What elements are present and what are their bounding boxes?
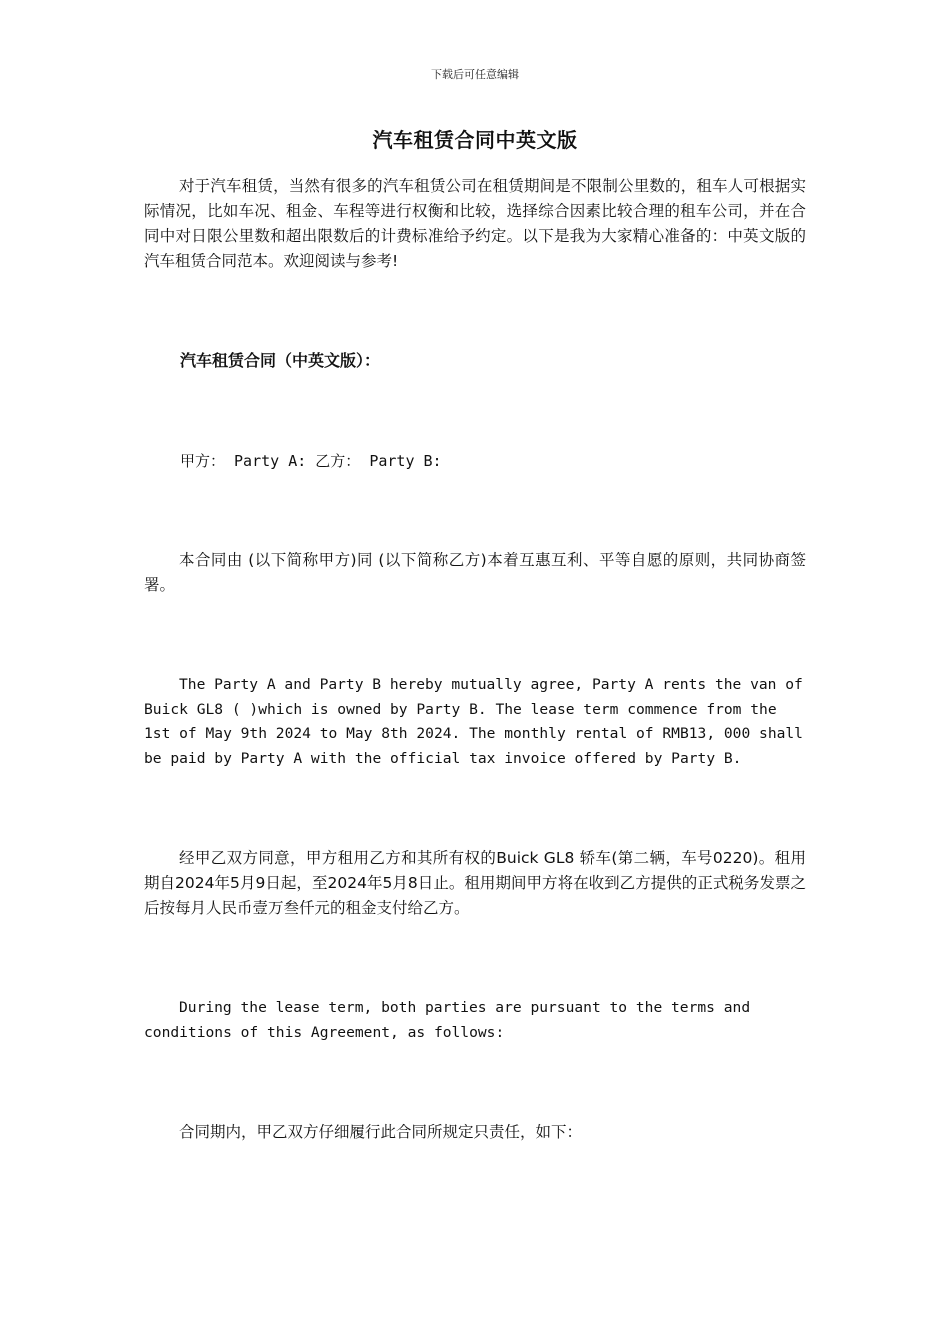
header-note: 下载后可任意编辑 xyxy=(431,68,519,81)
clause-en-1: The Party A and Party B hereby mutually agree, Party A rents the van of Buick GL8 ( )which is owned by Party B. The lease term commence from the 1st of May 9th 2024 to May 8th 2024. The monthly rental of RMB13, 000 shall be paid by Party A with the official tax invoice offered by Party B. xyxy=(144,676,803,767)
clause-cn-3: 合同期内，甲乙双方仔细履行此合同所规定只责任，如下： xyxy=(179,1123,583,1141)
contract-heading: 汽车租赁合同（中英文版）： xyxy=(180,351,381,370)
clause-en-2: During the lease term, both parties are pursuant to the terms and conditions of this Agreement, as follows: xyxy=(144,999,751,1041)
clause-cn-2: 经甲乙双方同意，甲方租用乙方和其所有权的Buick GL8 轿车(第二辆，车号0220)。租用期自2024年5月9日起，至2024年5月8日止。租用期间甲方将在收到乙方提供的正式税务发票之后按每月人民币壹万叁仟元的租金支付给乙方。 xyxy=(144,849,806,917)
clause-cn-1: 本合同由 (以下简称甲方)同 (以下简称乙方)本着互惠互利、平等自愿的原则，共同协商签署。 xyxy=(144,551,806,594)
document-title: 汽车租赁合同中英文版 xyxy=(372,128,578,152)
intro-paragraph: 对于汽车租赁，当然有很多的汽车租赁公司在租赁期间是不限制公里数的，租车人可根据实际情况，比如车况、租金、车程等进行权衡和比较，选择综合因素比较合理的租车公司，并在合同中对日限公里数和超出限数后的计费标准给予约定。以下是我为大家精心准备的：中英文版的汽车租赁合同范本。欢迎阅读与参考! xyxy=(144,177,806,270)
parties-line: 甲方： Party A: 乙方： Party B: xyxy=(180,452,442,470)
